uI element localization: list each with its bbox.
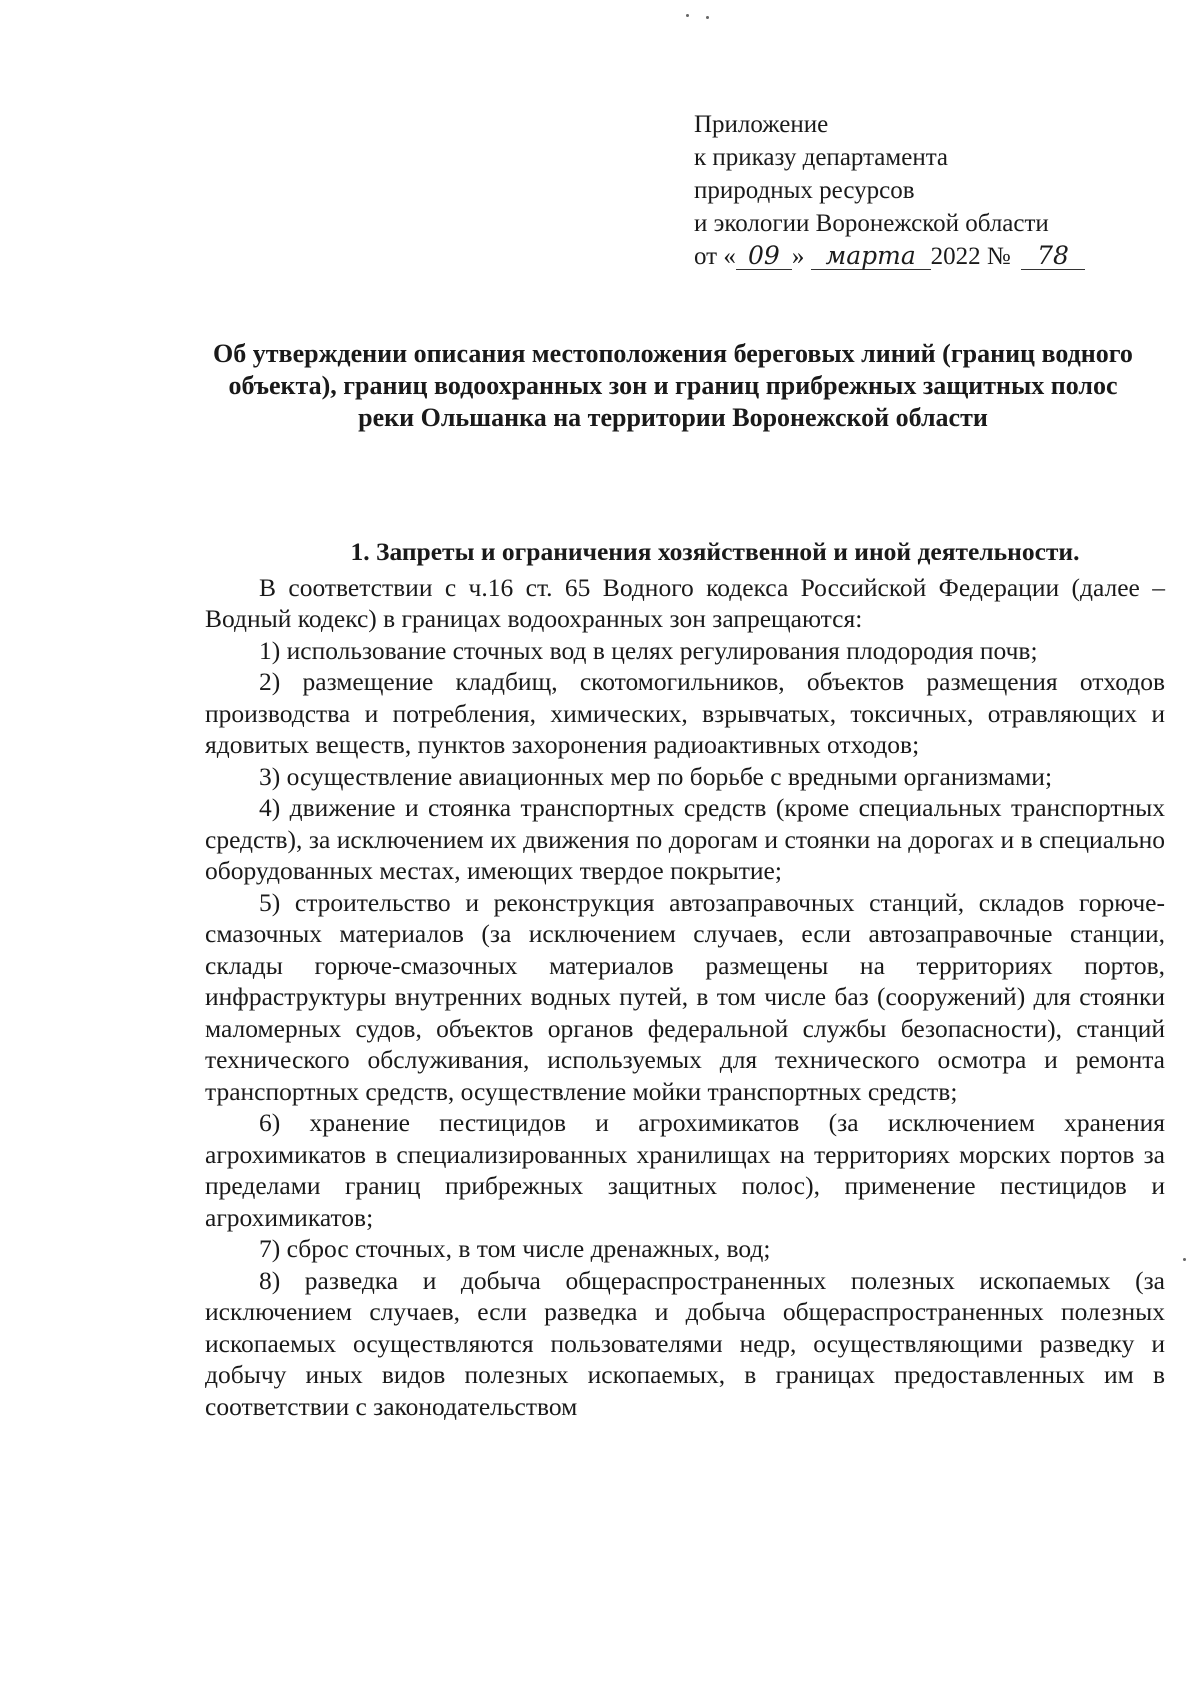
date-prefix: от « — [694, 243, 736, 270]
date-year: 2022 № — [930, 243, 1011, 270]
scan-speck — [686, 14, 689, 17]
appendix-line: и экологии Воронежской области — [694, 210, 1049, 237]
appendix-line: к приказу департамента — [694, 144, 949, 171]
list-item: 7) сброс сточных, в том числе дренажных, вод; — [259, 1234, 771, 1263]
section-intro: В соответствии с ч.16 ст. 65 Водного кодекса Российской Федерации (далее – Водный кодекс) в границах водоохранных зон запрещаются: — [205, 572, 1165, 633]
date-quote: » — [791, 243, 805, 270]
handwritten-month: марта — [811, 243, 931, 270]
document-body — [205, 536, 1165, 1422]
list-item: 8) разведка и добыча общераспространенных полезных ископаемых (за исключением случаев, если разведка и добыча общераспространенных полезных ископаемых осуществляются пользователями недр, осуществляющими разведку и добычу иных видов полезных ископаемых, в границах предоставленных им в соответствии с законодательством — [205, 1265, 1165, 1421]
appendix-line: природных ресурсов — [694, 177, 915, 204]
appendix-line: Приложение — [694, 111, 829, 138]
list-item: 3) осуществление авиационных мер по борьбе с вредными организмами; — [259, 761, 1053, 791]
list-item: 5) строительство и реконструкция автозаправочных станций, складов горюче-смазочных материалов (за исключением случаев, если автозаправочные станции, склады горюче-смазочных материалов размещены на территориях портов, инфраструктуры внутренних водных путей, в том числе баз (сооружений) для стоянки маломерных судов, объектов органов федеральной службы безопасности), станций технического обслуживания, используемых для технического осмотра и ремонта транспортных средств, осуществление мойки транспортных средств; — [205, 887, 1165, 1106]
scan-speck — [706, 16, 709, 19]
appendix-date-line — [694, 240, 1134, 273]
handwritten-order-number: 78 — [1021, 243, 1085, 270]
document-title: Об утверждении описания местоположения береговых линий (границ водного объекта), границ водоохранных зон и границ прибрежных защитных полос реки Ольшанка на территории Воронежской области — [213, 339, 1133, 432]
list-item: 1) использование сточных вод в целях регулирования плодородия почв; — [259, 635, 1038, 665]
appendix-block — [694, 108, 1134, 273]
list-item: 4) движение и стоянка транспортных средств (кроме специальных транспортных средств), за исключением их движения по дорогам и стоянки на дорогах и в специально оборудованных местах, имеющих твердое покрытие; — [205, 793, 1165, 885]
list-item: 6) хранение пестицидов и агрохимикатов (за исключением хранения агрохимикатов в специализированных хранилищах на территориях морских портов за пределами границ прибрежных защитных полос), применение пестицидов и агрохимикатов; — [205, 1108, 1165, 1232]
section-heading: 1. Запреты и ограничения хозяйственной и иной деятельности. — [350, 537, 1080, 566]
scan-speck — [1183, 1258, 1186, 1261]
handwritten-day: 09 — [736, 243, 792, 270]
list-item: 2) размещение кладбищ, скотомогильников, объектов размещения отходов производства и потребления, химических, взрывчатых, токсичных, отравляющих и ядовитых веществ, пунктов захоронения радиоактивных отходов; — [205, 667, 1165, 759]
